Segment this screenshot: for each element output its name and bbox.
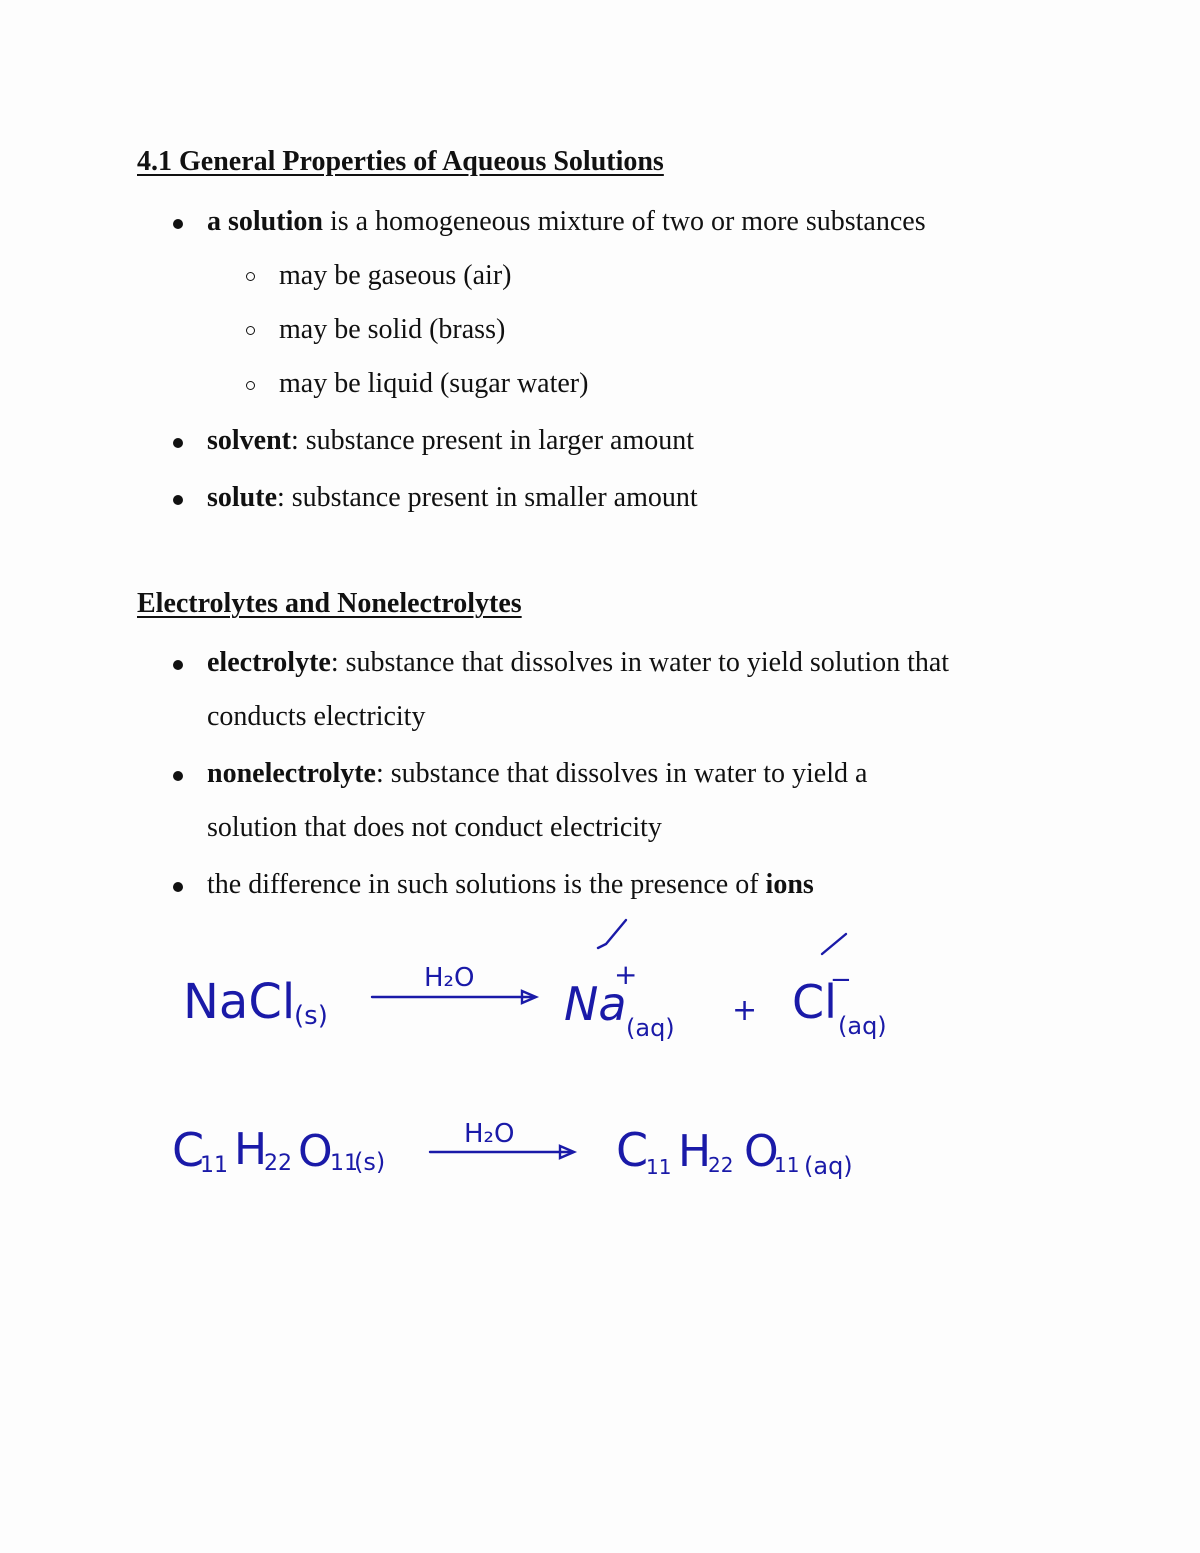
eq1-plus: +: [732, 993, 758, 1028]
eq1-product1: Na: [564, 977, 627, 1031]
check-mark: [598, 920, 626, 948]
nonelectrolyte-definition-cont: solution that does not conduct electricity: [207, 812, 662, 843]
electrolyte-definition-text: : substance that dissolves in water to yield solution that: [330, 647, 950, 678]
eq2-product-O-subscript: 11: [774, 1153, 800, 1177]
eq2-reactant-C: C: [172, 1123, 205, 1177]
nonelectrolyte-definition-text: : substance that dissolves in water to yield a: [375, 758, 868, 789]
term-electrolyte: electrolyte: [207, 647, 331, 678]
electrolyte-definition-cont: conducts electricity: [207, 701, 426, 732]
eq1-arrow-label: H₂O: [424, 963, 475, 993]
eq2-reactant-H: H: [234, 1124, 268, 1175]
sub-item-solid: may be solid (brass): [279, 314, 506, 345]
section-heading-electrolytes: Electrolytes and Nonelectrolytes: [137, 588, 522, 619]
eq2-product-state: (aq): [804, 1152, 853, 1180]
solvent-definition-text: : substance present in larger amount: [291, 425, 695, 456]
eq1-product2-charge: −: [830, 965, 852, 995]
eq2-reactant-C-subscript: 11: [200, 1153, 228, 1178]
term-solute: solute: [207, 482, 277, 513]
eq2-reactant-O-subscript: 11: [330, 1151, 358, 1176]
eq2-product-O: O: [744, 1126, 779, 1177]
eq1-product1-state: (aq): [626, 1014, 675, 1042]
solute-definition-text: : substance present in smaller amount: [277, 482, 698, 513]
eq1-product2-state: (aq): [838, 1012, 887, 1040]
check-mark: [822, 934, 846, 954]
solution-definition-text: is a homogeneous mixture of two or more substances: [322, 206, 926, 237]
eq2-reactant-H-subscript: 22: [264, 1151, 292, 1176]
eq2-reactant-state: (s): [354, 1148, 386, 1176]
term-nonelectrolyte: nonelectrolyte: [207, 758, 376, 789]
eq2-product-C-subscript: 11: [646, 1155, 672, 1179]
eq1-reactant-state: (s): [294, 1001, 328, 1031]
eq2-product-C: C: [616, 1123, 649, 1177]
eq2-product-H-subscript: 22: [708, 1153, 734, 1177]
eq1-product1-charge: +: [614, 958, 638, 991]
eq2-arrow-label: H₂O: [464, 1119, 515, 1149]
section-heading-aqueous-solutions: 4.1 General Properties of Aqueous Solutions: [137, 146, 664, 177]
eq1-reactant: NaCl: [183, 974, 296, 1030]
term-solution: a solution: [207, 206, 323, 237]
term-solvent: solvent: [207, 425, 291, 456]
term-ions: ions: [765, 869, 814, 900]
ions-statement-text: the difference in such solutions is the presence of: [207, 869, 766, 900]
sub-item-gaseous: may be gaseous (air): [279, 260, 512, 291]
eq2-product-H: H: [678, 1126, 712, 1177]
eq1-product2: Cl: [792, 975, 837, 1029]
eq2-reactant-O: O: [298, 1126, 333, 1177]
sub-item-liquid: may be liquid (sugar water): [279, 368, 589, 399]
